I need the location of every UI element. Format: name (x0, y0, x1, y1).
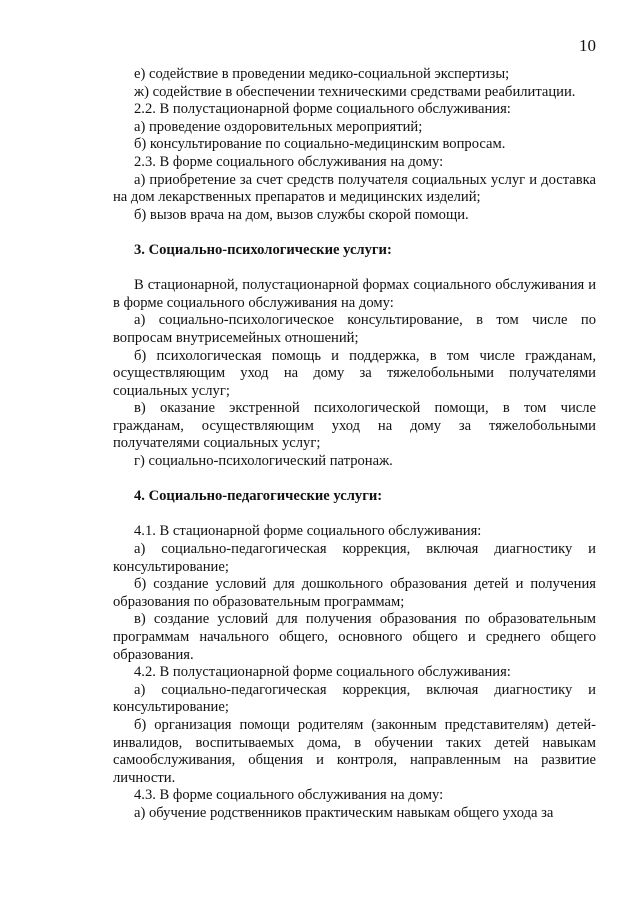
spacer (113, 471, 596, 489)
list-item: б) организация помощи родителям (законным представителям) детей-инвалидов, воспитываемых дома, в обучении таких детей навыкам самообслуживания, общения и контроля, направленным на развитие личности. (113, 716, 596, 786)
subsection-heading: 4.1. В стационарной форме социального обслуживания: (134, 523, 482, 540)
list-item: в) оказание экстренной психологической помощи, в том числе гражданам, осуществляющим уход на дому за тяжелобольными получателями социальных услуг; (113, 400, 596, 452)
subsection-heading: 4.2. В полустационарной форме социального обслуживания: (134, 664, 511, 681)
list-item: б) вызов врача на дом, вызов службы скорой помощи. (134, 206, 469, 223)
list-item: а) социально-педагогическая коррекция, включая диагностику и консультирование; (113, 541, 596, 575)
paragraph: В стационарной, полустационарной формах социального обслуживания и в форме социального обслуживания на дому: (113, 277, 596, 311)
list-item: а) обучение родственников практическим навыкам общего ухода за (134, 804, 554, 821)
subsection-heading: 4.3. В форме социального обслуживания на дому: (134, 787, 444, 804)
section-heading: 4. Социально-педагогические услуги: (134, 488, 383, 505)
document-body (113, 66, 596, 823)
list-item: б) психологическая помощь и поддержка, в том числе гражданам, осуществляющим уход на дому за тяжелобольными получателями социальных услуг; (113, 347, 596, 399)
list-item: а) социально-педагогическая коррекция, включая диагностику и консультирование; (113, 681, 596, 716)
spacer (113, 224, 596, 242)
list-item: е) содействие в проведении медико-социальной экспертизы; (134, 66, 510, 82)
subsection-heading: 2.2. В полустационарной форме социального обслуживания: (134, 101, 511, 118)
spacer (113, 506, 596, 524)
list-item: а) проведение оздоровительных мероприятий; (134, 118, 423, 135)
list-item: б) создание условий для дошкольного образования детей и получения образования по образовательным программам; (113, 576, 596, 610)
spacer (113, 260, 596, 278)
list-item: в) создание условий для получения образования по образовательным программам начального общего, основного общего и среднего общего образования. (113, 611, 596, 663)
section-heading: 3. Социально-психологические услуги: (134, 241, 392, 258)
page-number: 10 (579, 36, 596, 55)
list-item: а) приобретение за счет средств получателя социальных услуг и доставка на дом лекарственных препаратов и медицинских изделий; (113, 171, 596, 206)
subsection-heading: 2.3. В форме социального обслуживания на дому: (134, 153, 444, 170)
list-item: б) консультирование по социально-медицинским вопросам. (134, 136, 506, 153)
list-item: ж) содействие в обеспечении техническими средствами реабилитации. (134, 83, 576, 100)
list-item: г) социально-психологический патронаж. (134, 453, 393, 470)
list-item: а) социально-психологическое консультирование, в том числе по вопросам внутрисемейных отношений; (113, 312, 596, 346)
